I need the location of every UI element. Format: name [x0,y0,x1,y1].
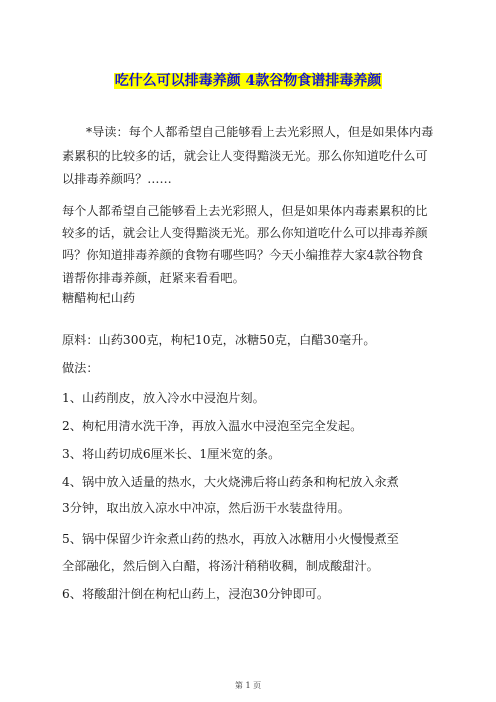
step-item: 5、锅中保留少许汆煮山药的热水，再放入冰糖用小火慢慢煮至 [62,532,399,546]
step-item: 3分钟，取出放入凉水中冲凉，然后沥干水装盘待用。 [62,501,351,515]
body-paragraph: 每个人都希望自己能够看上去光彩照人，但是如果体内毒素累积的比较多的话，就会让人变得黯淡无光。那么你知道吃什么可以排毒养颜吗？你知道排毒养颜的食物有哪些吗？今天小编推荐大家4款谷物食谱帮你排毒养颜，赶紧来看看吧。 [62,204,428,285]
method-label: 做法： [62,361,99,375]
title-text: 吃什么可以排毒养颜 4款谷物食谱排毒养颜 [114,73,382,89]
page-number: 第 1 页 [234,681,262,690]
ingredients-line: 原料：山药300克，枸杞10克，冰糖50克，白醋30毫升。 [62,333,376,347]
step-item: 3、将山药切成6厘米长、1厘米宽的条。 [62,447,281,461]
step-item: 全部融化，然后倒入白醋，将汤汁稍稍收稠，制成酸甜汁。 [62,559,379,573]
step-item: 1、山药削皮，放入冷水中浸泡片刻。 [62,391,265,405]
recipe-name: 糖醋枸杞山药 [62,291,136,305]
intro-paragraph: *导读：每个人都希望自己能够看上去光彩照人，但是如果体内毒素累积的比较多的话，就会让人变得黯淡无光。那么你知道吃什么可以排毒养颜吗？…… [62,125,434,186]
document-title [0,69,496,93]
step-item: 2、枸杞用清水洗干净，再放入温水中浸泡至完全发起。 [62,419,363,433]
step-item: 6、将酸甜汁倒在枸杞山药上，浸泡30分钟即可。 [62,587,330,601]
step-item: 4、锅中放入适量的热水，大火烧沸后将山药条和枸杞放入汆煮 [62,475,399,489]
